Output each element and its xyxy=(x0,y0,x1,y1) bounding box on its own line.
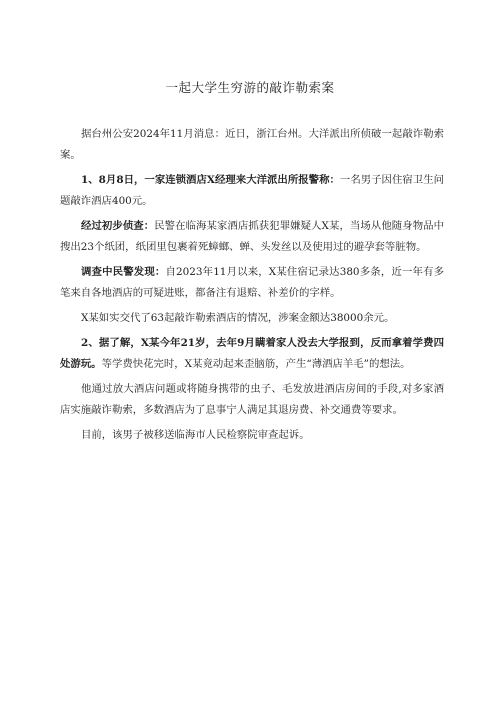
paragraph xyxy=(60,216,444,258)
paragraph xyxy=(60,262,444,304)
paragraph-lead: 1、8月8日，一家连锁酒店X经理来大洋派出所报警称： xyxy=(81,174,340,186)
paragraph xyxy=(60,308,444,329)
paragraph xyxy=(60,425,444,446)
paragraph-lead: 经过初步侦查： xyxy=(81,220,155,232)
document-title: 一起大学生穷游的敲诈勒索案 xyxy=(165,80,335,95)
paragraph xyxy=(60,124,444,166)
paragraph-text: 据台州公安2024年11月消息：近日，浙江台州。大洋派出所侦破一起敲诈勒索案。 xyxy=(60,128,444,161)
paragraph xyxy=(60,170,444,212)
paragraph-lead: 2、据了解，X某今年21岁，去年9月瞒着家人没去大学报到，反而拿着学费四处游玩。 xyxy=(60,337,444,370)
paragraph-text: 目前，该男子被移送临海市人民检察院审查起诉。 xyxy=(81,429,310,441)
paragraph-text: 他通过放大酒店问题或将随身携带的虫子、毛发放进酒店房间的手段,对多家酒店实施敲诈勒索，多数酒店为了息事宁人满足其退房费、补交通费等要求。 xyxy=(60,383,444,416)
paragraph xyxy=(60,379,444,421)
paragraph-text: X某如实交代了63起敲诈勒索酒店的情况，涉案金额达38000余元。 xyxy=(81,312,395,324)
paragraph xyxy=(60,333,444,375)
paragraph-text: 民警在临海某家酒店抓获犯罪嫌疑人X某，当场从他随身物品中搜出23个纸团，纸团里包裹着死蟑螂、蝉、头发丝以及使用过的避孕套等脏物。 xyxy=(60,220,444,253)
paragraph-text: 一名男子因住宿卫生问题敲诈酒店400元。 xyxy=(60,174,445,207)
paragraph-text: 自2023年11月以来，X某住宿记录达380多条，近一年有多笔来自各地酒店的可疑进账，都备注有退赔、补差价的字样。 xyxy=(60,266,444,299)
document-body xyxy=(60,124,444,450)
paragraph-lead: 调查中民警发现： xyxy=(81,266,166,278)
paragraph-text: 等学费快花完时，X某竟动起来歪脑筋，产生“薄酒店羊毛”的想法。 xyxy=(101,358,411,370)
